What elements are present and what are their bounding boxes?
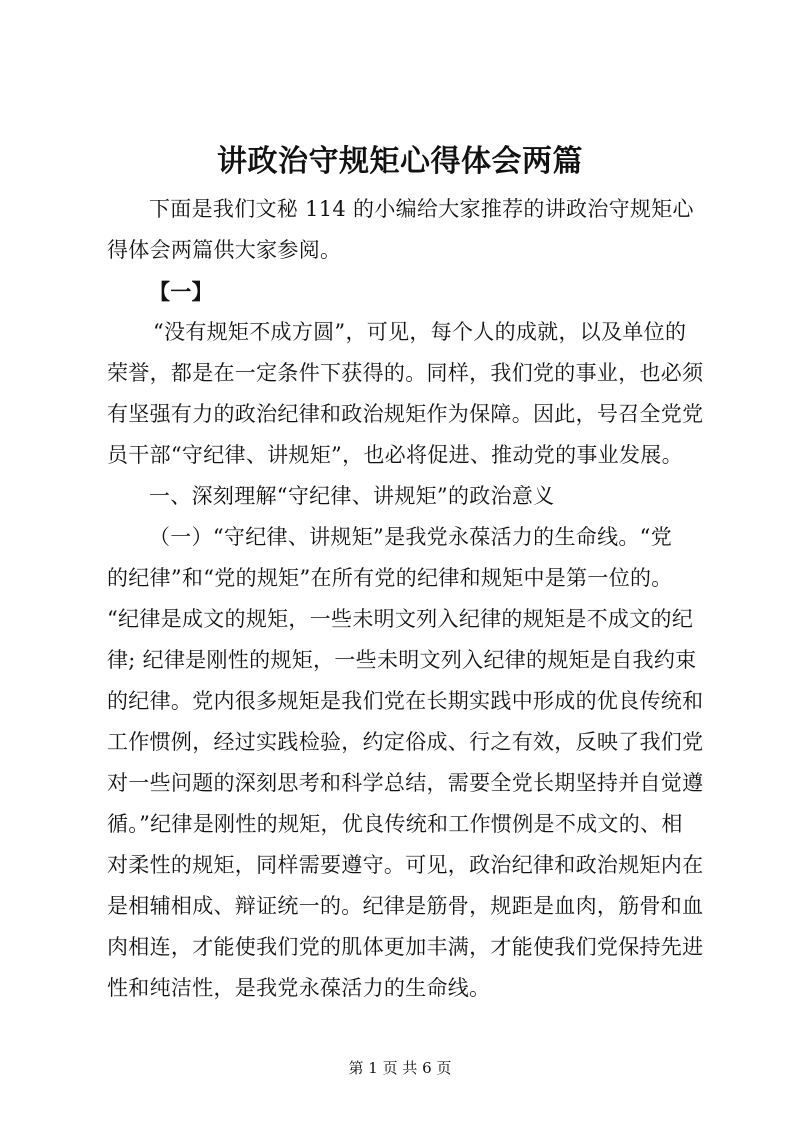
paragraph-line: （一）“守纪律、讲规矩”是我党永葆活力的生命线。“党 (149, 525, 673, 549)
document-body (107, 189, 717, 1009)
paragraph-line: 有坚强有力的政治纪律和政治规矩作为保障。因此，号召全党党 (107, 402, 704, 426)
paragraph-line: 循。”纪律是刚性的规矩，优良传统和工作惯例是不成文的、相 (107, 812, 683, 836)
paragraph-line: “没有规矩不成方圆”，可见，每个人的成就，以及单位的 (153, 320, 687, 344)
paragraph-line: 对一些问题的深刻思考和科学总结，需要全党长期坚持并自觉遵 (107, 771, 704, 795)
subheading-line: 一、深刻理解“守纪律、讲规矩”的政治意义 (149, 484, 555, 508)
intro-line-1: 下面是我们文秘 114 的小编给大家推荐的讲政治守规矩心 (149, 197, 694, 221)
section-heading-one: 【一】 (149, 279, 213, 304)
paragraph-line: 性和纯洁性，是我党永葆活力的生命线。 (107, 976, 491, 1000)
paragraph-line: 员干部“守纪律、讲规矩”，也必将促进、推动党的事业发展。 (107, 443, 683, 467)
paragraph-line: 是相辅相成、辩证统一的。纪律是筋骨，规距是血肉，筋骨和血 (107, 894, 704, 918)
paragraph-line: 荣誉，都是在一定条件下获得的。同样，我们党的事业，也必须 (107, 361, 704, 385)
paragraph-line: 工作惯例，经过实践检验，约定俗成、行之有效，反映了我们党 (107, 730, 704, 754)
paragraph-line: “纪律是成文的规矩，一些未明文列入纪律的规矩是不成文的纪 (107, 607, 694, 631)
paragraph-line: 的纪律。党内很多规矩是我们党在长期实践中形成的优良传统和 (107, 689, 704, 713)
paragraph-line: 的纪律”和“党的规矩”在所有党的纪律和规矩中是第一位的。 (107, 566, 673, 590)
page-number-footer: 第 1 页 共 6 页 (348, 1059, 452, 1077)
paragraph-line: 律; 纪律是刚性的规矩，一些未明文列入纪律的规矩是自我约束 (107, 648, 697, 672)
intro-line-2: 得体会两篇供大家参阅。 (107, 238, 342, 262)
paragraph-line: 对柔性的规矩，同样需要遵守。可见，政治纪律和政治规矩内在 (107, 853, 704, 877)
paragraph-line: 肉相连，才能使我们党的肌体更加丰满，才能使我们党保持先进 (107, 935, 704, 959)
document-title: 讲政治守规矩心得体会两篇 (217, 144, 583, 179)
